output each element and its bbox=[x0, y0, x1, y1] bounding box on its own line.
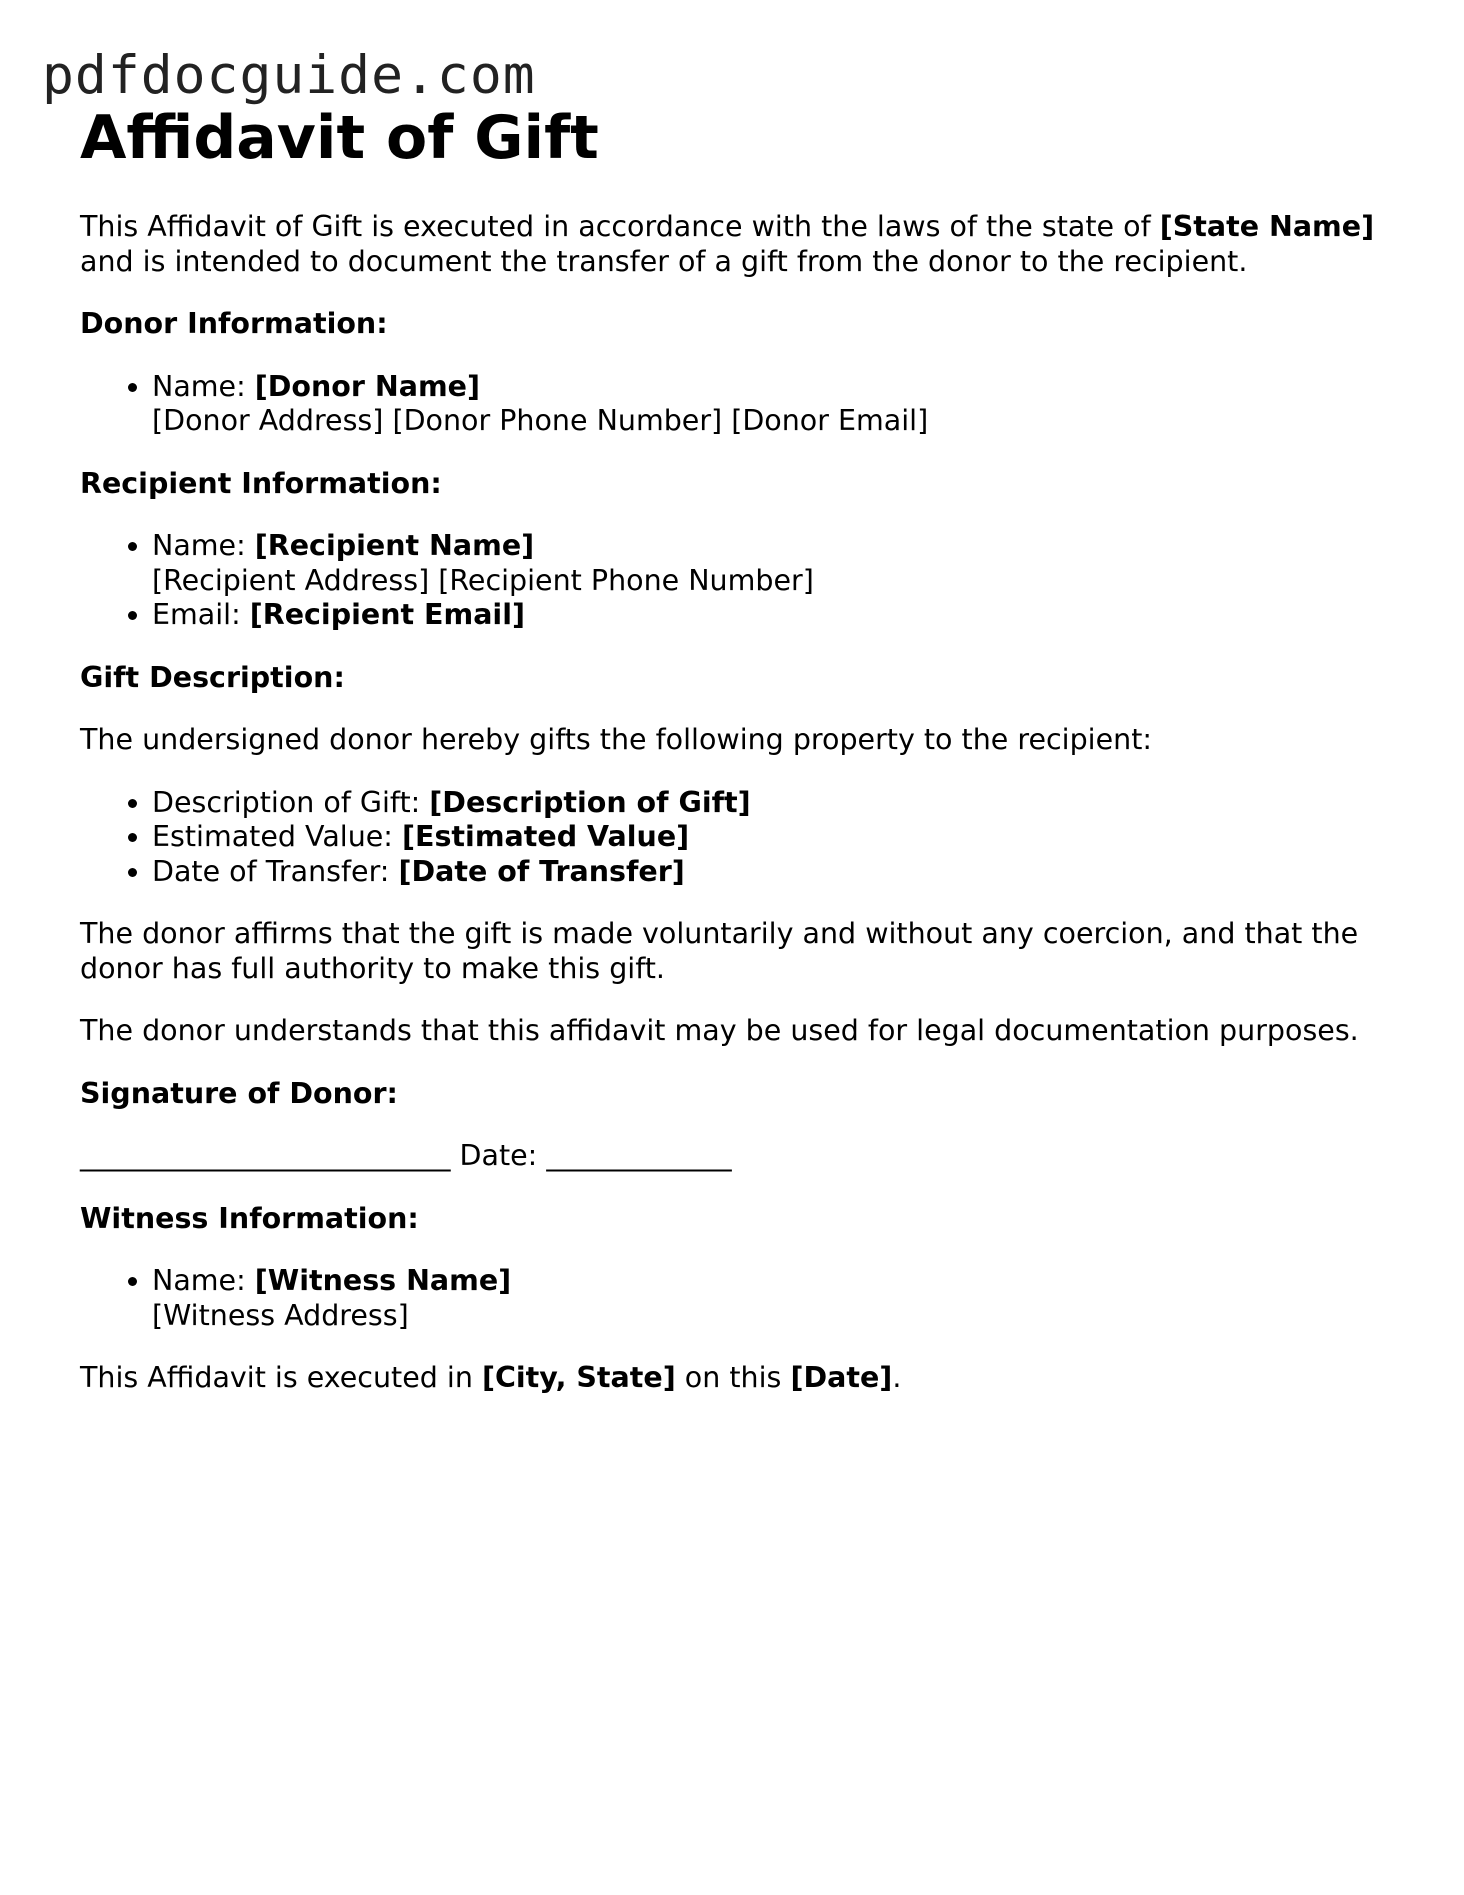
donor-heading: Donor Information: bbox=[80, 307, 388, 340]
list-item bbox=[152, 855, 1400, 890]
list-item bbox=[152, 786, 1400, 821]
donor-list bbox=[80, 370, 1400, 439]
intro-paragraph bbox=[80, 210, 1400, 279]
signature-heading: Signature of Donor: bbox=[80, 1076, 398, 1110]
closing-text-middle: on this bbox=[675, 1361, 791, 1394]
recipient-heading: Recipient Information: bbox=[80, 466, 442, 500]
signature-line[interactable]: __________________________ Date: _____________ bbox=[80, 1139, 732, 1172]
gift-heading: Gift Description: bbox=[80, 660, 345, 694]
recipient-email-field: [Recipient Email] bbox=[249, 598, 525, 631]
recipient-email-label: Email: bbox=[152, 598, 250, 631]
gift-item-label: Date of Transfer: bbox=[152, 854, 399, 888]
state-name-field: [State Name] bbox=[1159, 210, 1375, 243]
gift-intro: The undersigned donor hereby gifts the following property to the recipient: bbox=[80, 723, 1152, 756]
witness-name-field: [Witness Name] bbox=[254, 1264, 512, 1297]
list-item bbox=[152, 529, 1400, 598]
list-item bbox=[152, 598, 1400, 633]
recipient-name-field: [Recipient Name] bbox=[254, 529, 535, 562]
donor-name-label: Name: bbox=[152, 369, 255, 403]
list-item bbox=[152, 1264, 1400, 1333]
recipient-details: [Recipient Address] [Recipient Phone Number] bbox=[152, 563, 814, 597]
witness-list bbox=[80, 1264, 1400, 1333]
affirmation-paragraph: The donor affirms that the gift is made voluntarily and without any coercion, and that the donor has full authority to make this gift. bbox=[80, 917, 1359, 985]
gift-item-label: Estimated Value: bbox=[152, 820, 402, 853]
recipient-list bbox=[80, 529, 1400, 633]
gift-item-label: Description of Gift: bbox=[152, 785, 430, 819]
gift-item-field: [Date of Transfer] bbox=[398, 854, 685, 888]
witness-details: [Witness Address] bbox=[152, 1298, 409, 1332]
witness-heading: Witness Information: bbox=[80, 1201, 419, 1235]
document-body bbox=[80, 100, 1400, 1396]
gift-list bbox=[80, 786, 1400, 890]
closing-period: . bbox=[892, 1361, 902, 1394]
list-item bbox=[152, 370, 1400, 439]
gift-item-field: [Description of Gift] bbox=[429, 785, 751, 819]
donor-name-field: [Donor Name] bbox=[254, 369, 480, 403]
gift-item-field: [Estimated Value] bbox=[401, 820, 690, 853]
list-item bbox=[152, 820, 1400, 855]
understanding-paragraph: The donor understands that this affidavit may be used for legal documentation purposes. bbox=[80, 1014, 1359, 1047]
recipient-name-label: Name: bbox=[152, 529, 255, 562]
closing-text: This Affidavit is executed in bbox=[80, 1361, 482, 1394]
city-state-field: [City, State] bbox=[481, 1361, 676, 1394]
intro-text-continued: and is intended to document the transfer of a gift from the donor to the recipient. bbox=[80, 244, 1248, 278]
witness-name-label: Name: bbox=[152, 1264, 255, 1297]
date-field: [Date] bbox=[790, 1361, 893, 1394]
donor-details: [Donor Address] [Donor Phone Number] [Donor Email] bbox=[152, 404, 929, 437]
watermark: pdfdocguide.com bbox=[42, 45, 536, 106]
page-title: Affidavit of Gift bbox=[80, 103, 599, 173]
closing-paragraph bbox=[80, 1361, 1400, 1396]
intro-text: This Affidavit of Gift is executed in accordance with the laws of the state of bbox=[80, 210, 1160, 243]
